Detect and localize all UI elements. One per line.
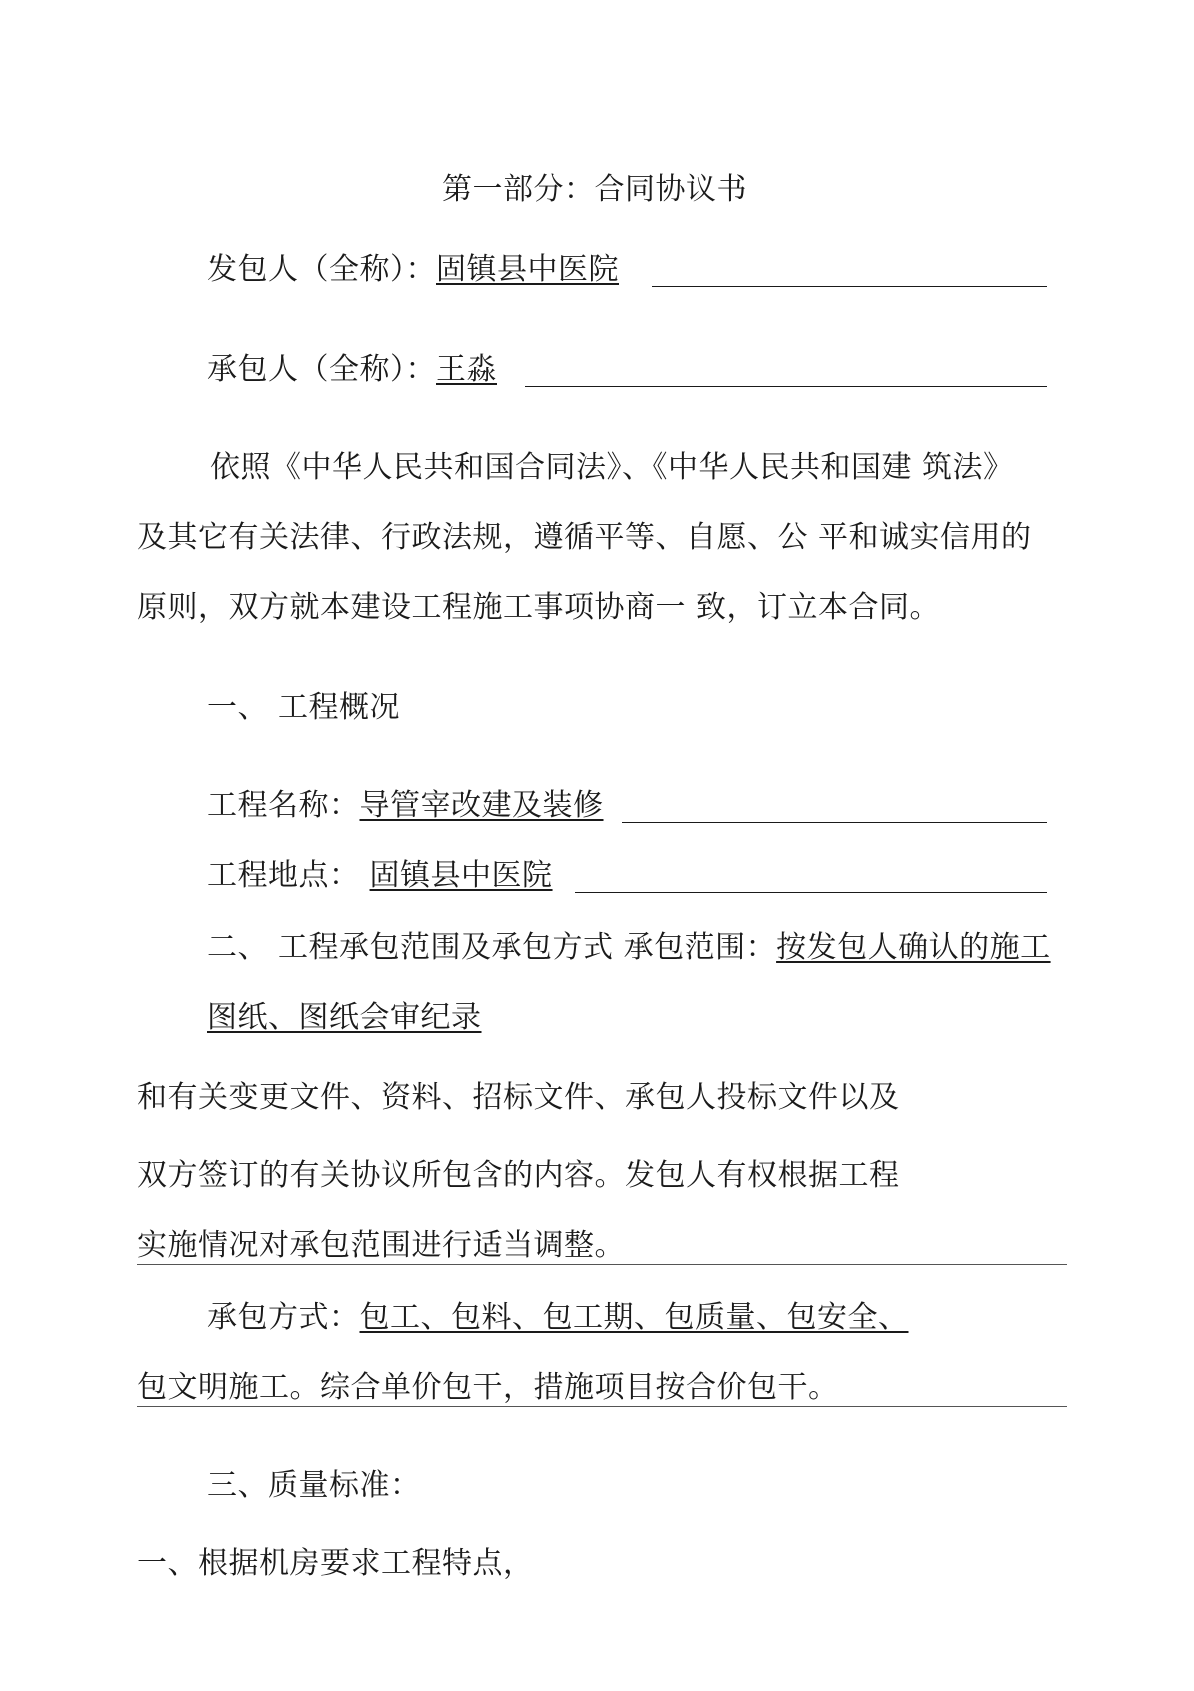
section-2-heading-row	[207, 930, 1051, 966]
scope-value-2: 图纸、图纸会审纪录	[207, 1000, 482, 1035]
project-name-row	[207, 788, 604, 824]
mode-label: 承包方式：	[207, 1300, 360, 1335]
contractor-value: 王淼	[436, 352, 497, 387]
preamble-line-3: 原则，双方就本建设工程施工事项协商一 致，订立本合同。	[137, 590, 941, 625]
employer-value: 固镇县中医院	[436, 252, 619, 287]
project-location-label: 工程地点：	[207, 858, 360, 893]
project-location-row	[207, 858, 553, 894]
employer-label: 发包人（全称）：	[207, 252, 436, 287]
mode-value-2: 包文明施工。综合单价包干，措施项目按合价包干。	[137, 1370, 839, 1405]
mode-row	[207, 1300, 909, 1336]
project-location-value: 固镇县中医院	[369, 858, 553, 893]
section-3-heading: 三、质量标准：	[207, 1468, 421, 1503]
preamble-line-1: 依照《中华人民共和国合同法》、《中华人民共和国建 筑法》	[210, 450, 1014, 485]
project-name-value: 导管宰改建及装修	[359, 788, 604, 823]
preamble-line-2: 及其它有关法律、行政法规，遵循平等、自愿、公 平和诚实信用的	[137, 520, 1032, 555]
mode-value-1: 包工、包料、包工期、包质量、包安全、	[359, 1300, 909, 1335]
employer-blank-line	[652, 286, 1047, 287]
scope-line-5: 实施情况对承包范围进行适当调整。	[137, 1228, 625, 1263]
project-name-blank-line	[622, 822, 1047, 823]
project-name-label: 工程名称：	[207, 788, 360, 823]
section-2-heading: 二、 工程承包范围及承包方式 承包范围：	[207, 930, 777, 965]
contractor-label: 承包人（全称）：	[207, 352, 436, 387]
scope-line-4: 双方签订的有关协议所包含的内容。发包人有权根据工程	[137, 1158, 900, 1193]
project-location-blank-line	[575, 892, 1047, 893]
scope-line-3: 和有关变更文件、资料、招标文件、承包人投标文件以及	[137, 1080, 900, 1115]
scope-value-1: 按发包人确认的施工	[776, 930, 1051, 965]
employer-row	[207, 252, 619, 288]
contractor-blank-line	[525, 386, 1047, 387]
contractor-row	[207, 352, 497, 388]
mode-underline-rule	[137, 1406, 1067, 1407]
section-1-heading: 一、 工程概况	[207, 690, 401, 725]
section-3-item-1: 一、根据机房要求工程特点，	[137, 1546, 534, 1581]
page-title: 第一部分：合同协议书	[442, 172, 747, 207]
scope-underline-rule	[137, 1264, 1067, 1265]
